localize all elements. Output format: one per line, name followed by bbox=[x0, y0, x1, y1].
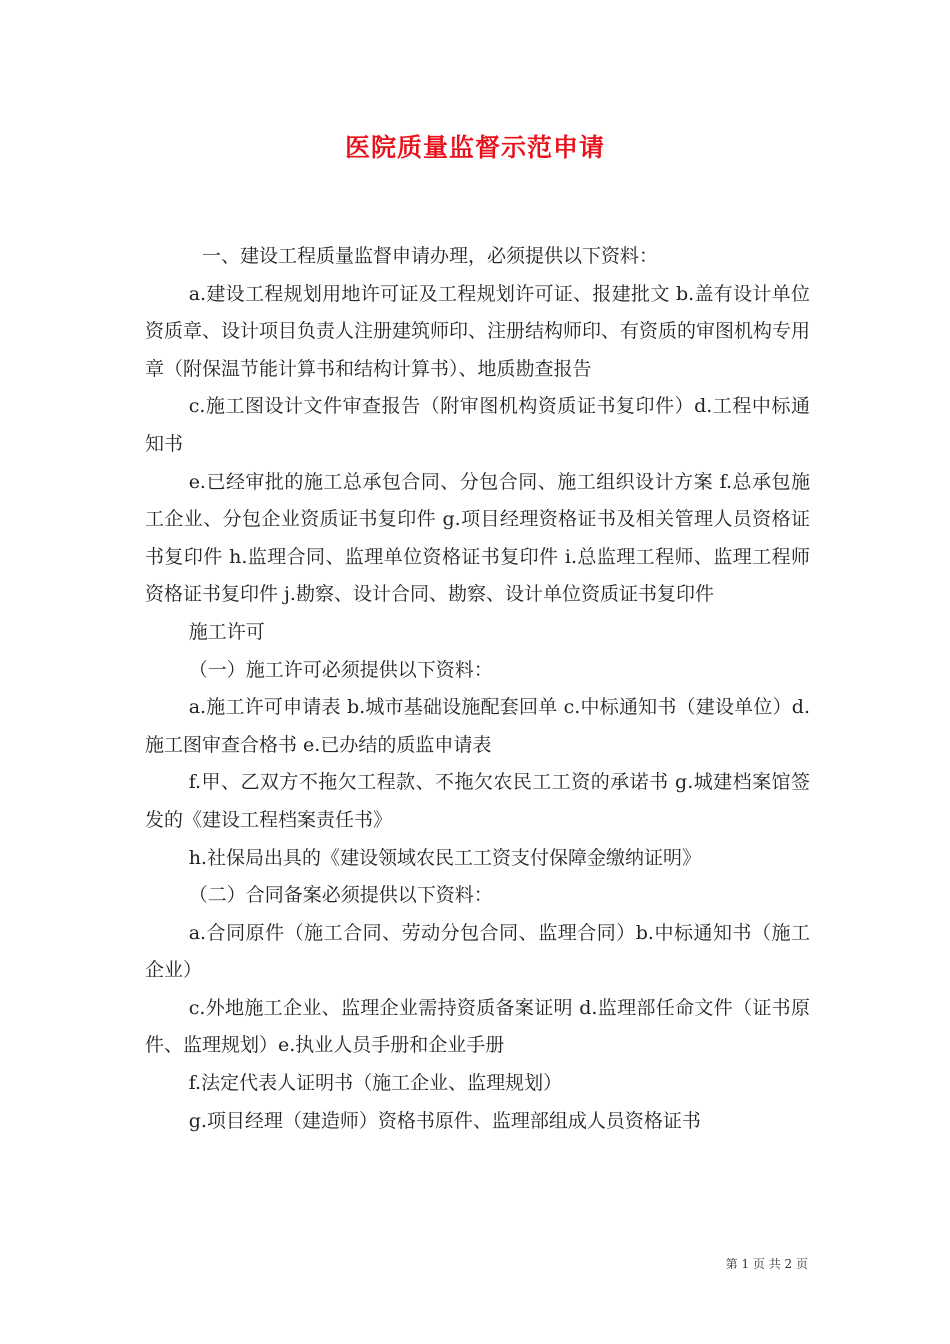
paragraph-section-1-heading: 一、建设工程质量监督申请办理，必须提供以下资料： bbox=[202, 245, 659, 267]
paragraph-permit-heading: （一）施工许可必须提供以下资料： bbox=[188, 658, 493, 681]
document-title: 医院质量监督示范申请 bbox=[344, 133, 605, 162]
paragraph-permit-f-g: f.甲、乙双方不拖欠工程款、不拖欠农民工工资的承诺书 g.城建档案馆签发的《建设工程档案责任书》 bbox=[145, 771, 810, 831]
paragraph-construction-permit: 施工许可 bbox=[188, 620, 265, 643]
paragraph-contract-a-b: a.合同原件（施工合同、劳动分包合同、监理合同）b.中标通知书（施工企业） bbox=[145, 921, 810, 982]
paragraph-permit-a-e: a.施工许可申请表 b.城市基础设施配套回单 c.中标通知书（建设单位）d.施工图审查合格书 e.已办结的质监申请表 bbox=[145, 696, 810, 756]
paragraph-contract-g: g.项目经理（建造师）资格书原件、监理部组成人员资格证书 bbox=[188, 1109, 701, 1132]
paragraph-contract-c-e: c.外地施工企业、监理企业需持资质备案证明 d.监理部任命文件（证书原件、监理规划）e.执业人员手册和企业手册 bbox=[145, 996, 810, 1057]
paragraph-contract-f: f.法定代表人证明书（施工企业、监理规划） bbox=[188, 1072, 563, 1095]
paragraph-item-a-b: a.建设工程规划用地许可证及工程规划许可证、报建批文 b.盖有设计单位资质章、设计项目负责人注册建筑师印、注册结构师印、有资质的审图机构专用章（附保温节能计算书和结构计算书）、地质勘查报告 bbox=[145, 282, 811, 380]
paragraph-item-e-j: e.已经审批的施工总承包合同、分包合同、施工组织设计方案 f.总承包施工企业、分包企业资质证书复印件 g.项目经理资格证书及相关管理人员资格证书复印件 h.监理合同、监理单位资格证书复印件 i.总监理工程师、监理工程师资格证书复印件 j.勘察、设计合同、勘察、设计单位资质证书复印件 bbox=[145, 470, 810, 606]
paragraph-item-c-d: c.施工图设计文件审查报告（附审图机构资质证书复印件）d.工程中标通知书 bbox=[145, 395, 810, 455]
paragraph-contract-heading: （二）合同备案必须提供以下资料： bbox=[188, 884, 493, 907]
document-body bbox=[145, 238, 810, 1140]
page-number: 第 1 页 共 2 页 bbox=[725, 1257, 808, 1271]
paragraph-permit-h: h.社保局出具的《建设领域农民工工资支付保障金缴纳证明》 bbox=[188, 846, 701, 869]
